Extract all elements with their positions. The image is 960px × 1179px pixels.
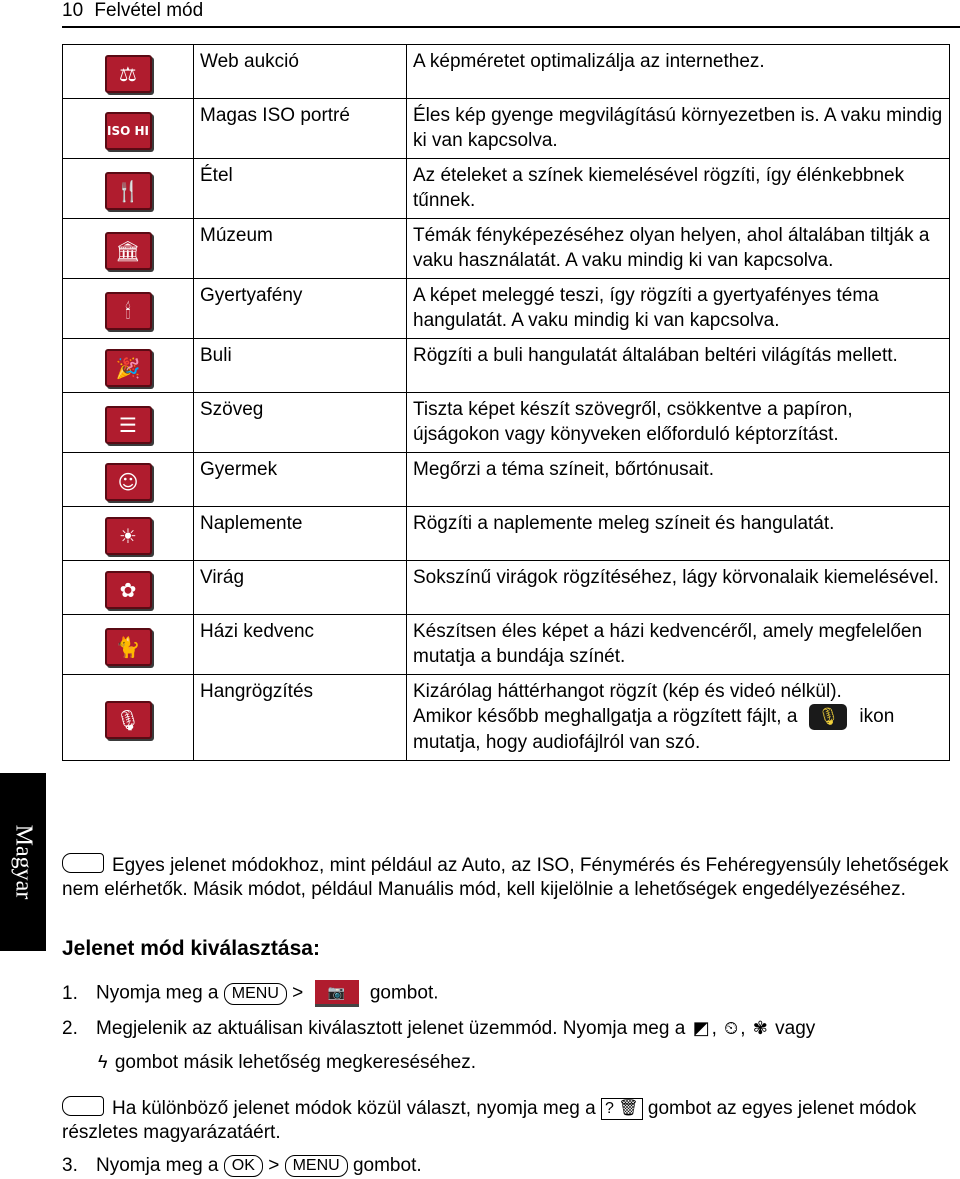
section-title-header: Felvétel mód xyxy=(94,0,204,21)
note-text: Egyes jelenet módokhoz, mint például az Auto, az ISO, Fénymérés és Fehéregyensúly lehetőségek nem elérhetők. Másik módot, például Manuális mód, kell kijelölnie a lehetőségek engedélyezéséhez. xyxy=(62,855,949,900)
step-separator: > xyxy=(268,1155,280,1176)
pointing-hand-icon xyxy=(62,853,104,873)
mode-icon-cell xyxy=(63,279,194,339)
language-tab xyxy=(0,773,46,951)
language-tab-label: Magyar xyxy=(10,824,37,900)
step-text: Nyomja meg a xyxy=(96,982,219,1004)
mode-row xyxy=(63,279,950,339)
step-number: 1. xyxy=(62,982,78,1004)
text-document-icon: ☰ xyxy=(105,406,152,444)
page-header xyxy=(62,0,960,28)
mode-row xyxy=(63,393,950,453)
mode-icon-cell xyxy=(63,561,194,615)
mode-description: Sokszínű virágok rögzítéséhez, lágy körvonalaik kiemelésével. xyxy=(407,561,950,615)
mode-icon-cell xyxy=(63,453,194,507)
gavel-icon: ⚖ xyxy=(105,55,152,93)
mode-name: Szöveg xyxy=(194,393,407,453)
candlelight-icon: 🕯 xyxy=(105,292,152,330)
mode-description: Megőrzi a téma színeit, bőrtónusait. xyxy=(407,453,950,507)
mode-row xyxy=(63,453,950,507)
step-text: Megjelenik az aktuálisan kiválasztott jelenet üzemmód. Nyomja meg a xyxy=(96,1018,686,1039)
mode-description: Tiszta képet készít szövegről, csökkentve a papíron, újságokon vagy könyveken előforduló képtorzítást. xyxy=(407,393,950,453)
mode-name: Múzeum xyxy=(194,219,407,279)
mode-name: Naplemente xyxy=(194,507,407,561)
step-number: 2. xyxy=(62,1018,78,1039)
mode-row xyxy=(63,159,950,219)
mode-description: Rögzíti a buli hangulatát általában beltéri világítás mellett. xyxy=(407,339,950,393)
mode-description: A képméretet optimalizálja az internethez. xyxy=(407,45,950,99)
mode-name: Hangrögzítés xyxy=(194,675,407,761)
ok-key-icon: OK xyxy=(224,1155,263,1177)
step-2-continued xyxy=(96,1049,476,1076)
mode-name: Étel xyxy=(194,159,407,219)
mode-icon-cell xyxy=(63,159,194,219)
mode-description: A képet meleggé teszi, így rögzíti a gyertyafényes téma hangulatát. A vaku mindig ki van kapcsolva. xyxy=(407,279,950,339)
mode-icon-cell xyxy=(63,219,194,279)
mode-name: Web aukció xyxy=(194,45,407,99)
mode-description: Témák fényképezéséhez olyan helyen, ahol általában tiltják a vaku használatát. A vaku mindig ki van kapcsolva. xyxy=(407,219,950,279)
mode-description: Kizárólag háttérhangot rögzít (kép és videó nélkül). Amikor később meghallgatja a rögzített fájlt, a 🎙 ikon mutatja, hogy audiofájlról van szó. xyxy=(407,675,950,761)
step-text-end: gombot másik lehetőség megkereséséhez. xyxy=(114,1052,477,1073)
step-1 xyxy=(62,980,439,1007)
scene-mode-table xyxy=(62,44,950,761)
mode-description: Készítsen éles képet a házi kedvencéről, amely megfelelően mutatja a bundája színét. xyxy=(407,615,950,675)
mode-row xyxy=(63,615,950,675)
party-icon: 🎉 xyxy=(105,349,152,387)
mode-icon-cell xyxy=(63,615,194,675)
mode-name: Gyertyafény xyxy=(194,279,407,339)
note-unavailable-options xyxy=(62,853,952,902)
mode-name: Virág xyxy=(194,561,407,615)
pointing-hand-icon xyxy=(62,1096,104,1116)
mode-row xyxy=(63,561,950,615)
mode-icon-cell xyxy=(63,675,194,761)
museum-icon: 🏛 xyxy=(105,232,152,270)
mode-row xyxy=(63,507,950,561)
food-icon: 🍴 xyxy=(105,172,152,210)
macro-flower-icon: ✾ xyxy=(752,1018,768,1038)
exposure-compensation-icon: ◩ xyxy=(692,1018,710,1038)
scene-camera-icon: 📷 xyxy=(315,980,359,1007)
mode-row xyxy=(63,219,950,279)
pet-cat-icon: 🐈 xyxy=(105,628,152,666)
mode-description: Éles kép gyenge megvilágítású környezetben is. A vaku mindig ki van kapcsolva. xyxy=(407,99,950,159)
mode-icon-cell xyxy=(63,339,194,393)
mode-row xyxy=(63,45,950,99)
mode-row xyxy=(63,675,950,761)
step-text-end: gombot. xyxy=(352,1155,422,1176)
step-3 xyxy=(62,1153,422,1179)
page-number: 10 xyxy=(62,0,84,21)
child-icon: ☺ xyxy=(105,463,152,501)
step-separator: > xyxy=(292,982,304,1004)
step-text: Nyomja meg a xyxy=(96,1155,219,1176)
mode-icon-cell xyxy=(63,99,194,159)
mode-row xyxy=(63,99,950,159)
scene-select-heading: Jelenet mód kiválasztása: xyxy=(62,937,320,960)
help-delete-button-icon: ? 🗑 xyxy=(601,1098,643,1120)
sunset-icon: ☀ xyxy=(105,517,152,555)
mode-row xyxy=(63,339,950,393)
mode-description: Az ételeket a színek kiemelésével rögzíti, így élénkebbnek tűnnek. xyxy=(407,159,950,219)
menu-key-icon: MENU xyxy=(285,1155,348,1177)
audio-file-icon: 🎙 xyxy=(809,704,847,730)
iso-hi-portrait-icon: ISO HI xyxy=(105,112,152,150)
flower-icon: ✿ xyxy=(105,571,152,609)
flash-icon: ϟ xyxy=(98,1052,108,1072)
mode-name: Házi kedvenc xyxy=(194,615,407,675)
note-help-button: Ha különböző jelenet módok közül választ, nyomja meg a ? 🗑 gombot az egyes jelenet módok részletes magyarázatáért. xyxy=(62,1098,917,1143)
microphone-icon: 🎙 xyxy=(105,701,152,739)
step-number: 3. xyxy=(62,1155,78,1176)
mode-name: Buli xyxy=(194,339,407,393)
self-timer-icon: ⏲ xyxy=(724,1018,739,1038)
mode-description: Rögzíti a naplemente meleg színeit és hangulatát. xyxy=(407,507,950,561)
mode-name: Gyermek xyxy=(194,453,407,507)
mode-icon-cell xyxy=(63,393,194,453)
step-2: 2. Megjelenik az aktuálisan kiválasztott jelenet üzemmód. Nyomja meg a ◩ , ⏲ , ✾ vagy xyxy=(62,1015,815,1042)
step-text-end: gombot. xyxy=(369,982,439,1004)
menu-key-icon: MENU xyxy=(224,983,287,1005)
mode-icon-cell xyxy=(63,45,194,99)
mode-name: Magas ISO portré xyxy=(194,99,407,159)
mode-icon-cell xyxy=(63,507,194,561)
